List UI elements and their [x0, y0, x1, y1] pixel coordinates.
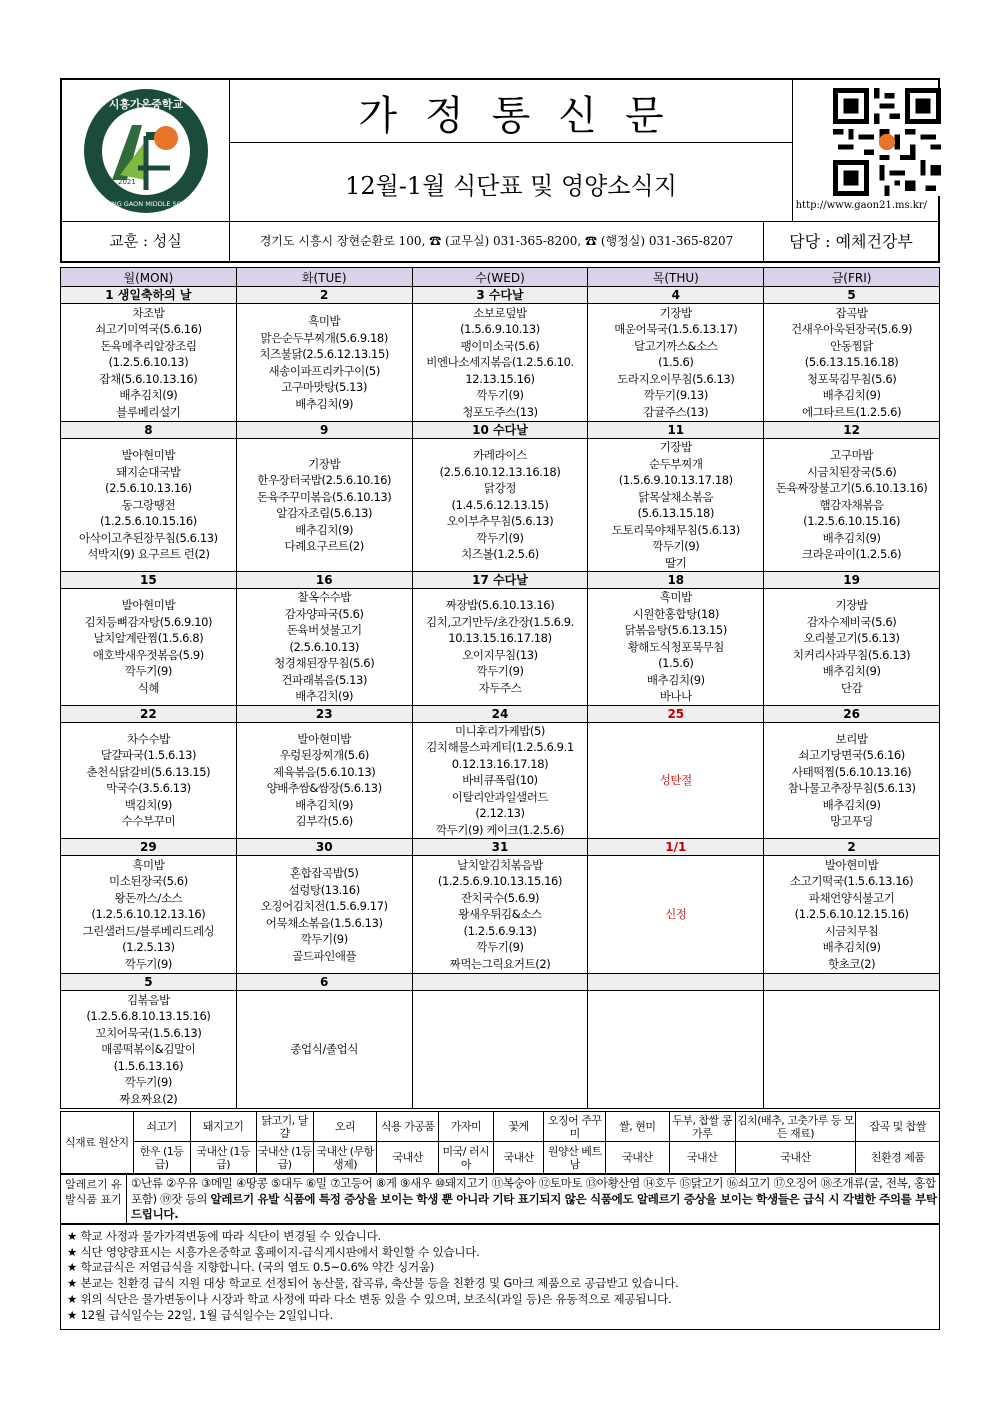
menu-item: (2.5.6.10.13) — [289, 639, 359, 654]
menu-item: 감귤주스(13) — [643, 404, 709, 419]
menu-item: 깍두기(9) 케이크(1.2.5.6) — [435, 822, 565, 837]
menu-item: 백김치(9) — [124, 797, 172, 812]
origin-item-name: 쇠고기 — [133, 1112, 190, 1142]
menu-cell — [236, 589, 412, 706]
menu-item: 배추김치(9) — [295, 522, 354, 537]
menu-item: 청포도주스(13) — [462, 404, 538, 419]
menu-cell — [61, 856, 237, 974]
menu-item: 김볶음밥 — [126, 992, 170, 1007]
origin-item-value: 원양산 베트남 — [544, 1142, 606, 1174]
date-cell: 22 — [61, 705, 237, 722]
school-logo — [62, 80, 230, 222]
date-cell — [764, 974, 940, 991]
menu-item: (1.2.5.6.8.10.13.15.16) — [86, 1009, 211, 1024]
menu-cell — [61, 722, 237, 839]
menu-item: 시원한홍합탕(18) — [632, 606, 719, 621]
menu-item: 크라운파이(1.2.5.6) — [802, 547, 902, 562]
svg-text:2021: 2021 — [118, 178, 136, 186]
menu-item: 어묵채소볶음(1.5.6.13) — [265, 915, 383, 930]
date-row — [61, 572, 940, 589]
menu-item: 우렁된장찌개(5.6) — [279, 748, 369, 763]
menu-item: 한우장터국밥(2.5.6.10.16) — [257, 473, 392, 487]
weekday-header: 수(WED) — [412, 268, 588, 287]
menu-item: (5.6.13.15.18) — [637, 506, 715, 520]
origin-table — [60, 1111, 940, 1174]
menu-item: 깍두기(9) — [476, 664, 524, 679]
menu-item: 미소된장국(5.6) — [108, 874, 188, 889]
menu-item: 청경채된장무침(5.6) — [274, 656, 375, 670]
page-subtitle: 12월-1월 식단표 및 영양소식지 — [345, 172, 677, 200]
date-cell: 2 — [236, 287, 412, 304]
origin-item-name: 쌀, 현미 — [605, 1112, 669, 1142]
menu-item: 치즈불닭(2.5.6.12.13.15) — [259, 347, 389, 361]
date-cell: 5 — [61, 974, 237, 991]
origin-item-name: 잡곡 및 찹쌀 — [856, 1112, 940, 1142]
date-cell: 23 — [236, 705, 412, 722]
menu-cell — [236, 439, 412, 572]
allergy-box — [60, 1174, 940, 1224]
menu-cell — [764, 439, 940, 572]
menu-item: 김부각(5.6) — [295, 814, 353, 829]
origin-item-name: 식용 가공품 — [377, 1112, 439, 1142]
menu-item: (1.2.5.6.10.15.16) — [99, 514, 197, 529]
weekday-header-row — [61, 268, 940, 287]
date-cell: 15 — [61, 572, 237, 589]
menu-cell — [236, 722, 412, 839]
menu-cell — [764, 856, 940, 974]
menu-item: 닭강정 — [483, 481, 517, 496]
date-row — [61, 287, 940, 304]
menu-item: (1.5.6.9.10.13.17.18) — [618, 473, 733, 487]
menu-row — [61, 304, 940, 422]
origin-item-value: 국내산 (무항생제) — [313, 1142, 377, 1174]
allergy-list: ①난류 ②우유 ③메밀 ④땅콩 ⑤대두 ⑥밀 ⑦고등어 ⑧게 ⑨새우 ⑩돼지고기 ⑪복숭아 ⑫토마토 ⑬아황산염 ⑭호두 ⑮닭고기 ⑯쇠고기 ⑰오징어 ⑱조개류(굴, 전복, 홍합 포함) ⑲잣 등의 — [131, 1176, 936, 1206]
menu-item: 도라지오이무침(5.6.13) — [617, 371, 735, 386]
menu-item: 발아현미밥 — [121, 598, 176, 613]
date-row — [61, 422, 940, 439]
menu-item: 돈육주꾸미볶음(5.6.10.13) — [256, 489, 392, 504]
menu-item: 막국수(3.5.6.13) — [106, 781, 191, 796]
menu-item: 안동찜닭 — [830, 338, 874, 353]
menu-item: 설렁탕(13.16) — [288, 882, 360, 897]
menu-item: 참나물고추장무침(5.6.13) — [787, 781, 916, 796]
menu-item: 고구마밥 — [830, 448, 874, 463]
page-title: 가정통신문 — [358, 93, 692, 139]
menu-item: 왕돈까스/소스 — [114, 890, 183, 905]
weekday-header: 월(MON) — [61, 268, 237, 287]
origin-item-name: 닭고기, 달걀 — [256, 1112, 313, 1142]
menu-item: 김치해물스파게티(1.2.5.6.9.1 — [426, 740, 574, 754]
menu-item: 건새우아욱된장국(5.6.9) — [791, 322, 913, 337]
origin-item-name: 김치(배추, 고춧가루 등 모든 재료) — [736, 1113, 854, 1140]
menu-item: 깍두기(9.13) — [643, 388, 708, 403]
menu-item: (1.5.6) — [658, 656, 694, 670]
date-cell: 25 — [588, 705, 764, 722]
menu-item: 골드파인애플 — [292, 948, 357, 963]
menu-item: (2.5.6.10.12.13.16.18) — [439, 464, 561, 479]
menu-cell — [412, 856, 588, 974]
menu-item: 고구마맛탕(5.13) — [281, 380, 368, 394]
menu-item: 배추김치(9) — [119, 388, 178, 403]
date-row — [61, 839, 940, 856]
menu-cell — [412, 439, 588, 572]
menu-cell — [61, 439, 237, 572]
menu-item: 배추김치(9) — [822, 530, 881, 545]
origin-item-name: 오징어 주꾸미 — [544, 1112, 606, 1142]
menu-item: 배추김치(9) — [646, 672, 705, 687]
weekday-header: 금(FRI) — [764, 268, 940, 287]
menu-item: (1.2.5.6.10.13) — [108, 355, 189, 370]
menu-item: 오징어김치전(1.5.6.9.17) — [260, 899, 388, 913]
menu-item: 돈육버섯불고기 — [286, 623, 362, 637]
menu-item: 새송이파프리카구이(5) — [268, 363, 380, 378]
menu-item: 깍두기(9) — [124, 664, 172, 679]
menu-item: 오이부추무침(5.6.13) — [446, 514, 554, 529]
menu-table — [60, 267, 940, 1109]
weekday-header: 목(THU) — [588, 268, 764, 287]
menu-row — [61, 589, 940, 706]
menu-cell — [764, 304, 940, 422]
date-cell: 12 — [764, 422, 940, 439]
origin-item-value: 국내산 — [493, 1142, 544, 1174]
menu-cell — [412, 304, 588, 422]
date-cell: 1 생일축하의 날 — [61, 287, 237, 304]
svg-text:SIHEUNG GAON MIDDLE SCHOOL: SIHEUNG GAON MIDDLE SCHOOL — [92, 200, 200, 208]
menu-row — [61, 722, 940, 839]
date-cell — [412, 974, 588, 991]
menu-item: 흑미밥 — [659, 590, 692, 604]
menu-item: 날치알김치볶음밥 — [457, 857, 543, 872]
note-item: ★ 위의 식단은 물가변동이나 시장과 학교 사정에 따라 다소 변동 있을 수 있으며, 보조식(과일 등)은 유동적으로 제공됩니다. — [67, 1291, 672, 1306]
menu-item: 아삭이고추된장무침(5.6.13) — [79, 530, 218, 545]
note-item: ★ 12월 급식일수는 22일, 1월 급식일수는 2일입니다. — [67, 1307, 333, 1322]
menu-item: 양배추쌈&쌈장(5.6.13) — [266, 781, 382, 796]
menu-item: 그린샐러드/블루베리드레싱 — [82, 923, 215, 938]
origin-item-value: 국내산 — [605, 1142, 669, 1174]
origin-item-value: 한우 (1등급) — [133, 1142, 190, 1174]
menu-item: 맑은순두부찌개(5.6.9.18) — [260, 330, 388, 345]
menu-item: 수수부꾸미 — [121, 814, 176, 829]
menu-item: 달걀파국(1.5.6.13) — [100, 748, 197, 763]
origin-label: 식재료 원산지 — [61, 1112, 134, 1174]
menu-cell — [764, 589, 940, 706]
menu-item: 닭볶음탕(5.6.13.15) — [624, 623, 727, 637]
menu-item: 흑미밥 — [132, 857, 165, 872]
menu-item: 식혜 — [137, 680, 160, 695]
date-cell: 19 — [764, 572, 940, 589]
menu-cell — [588, 722, 764, 839]
origin-item-value: 친환경 제품 — [856, 1142, 940, 1174]
menu-cell — [588, 856, 764, 974]
origin-item-name: 오리 — [313, 1112, 377, 1142]
menu-item: 카레라이스 — [473, 448, 527, 463]
date-cell: 18 — [588, 572, 764, 589]
menu-item: 흑미밥 — [308, 314, 341, 328]
menu-item: 단감 — [840, 680, 863, 695]
menu-item: 김치,고기만두/초간장(1.5.6.9. — [426, 614, 574, 629]
date-cell: 2 — [764, 839, 940, 856]
menu-item: (1.2.5.6.10.12.15.16) — [794, 907, 909, 922]
date-cell: 5 — [764, 287, 940, 304]
date-cell: 4 — [588, 287, 764, 304]
menu-item: 신정 — [665, 907, 687, 922]
date-cell — [588, 974, 764, 991]
menu-row — [61, 991, 940, 1109]
note-item: ★ 학교급식은 저염급식을 지향합니다. (국의 염도 0.5~0.6% 약간 싱거움) — [67, 1260, 435, 1275]
menu-item: 사태떡찜(5.6.10.13.16) — [791, 764, 912, 779]
svg-text:시흥가온중학교: 시흥가온중학교 — [108, 98, 184, 111]
menu-item: 종업식/졸업식 — [290, 1042, 359, 1057]
date-cell: 10 수다날 — [412, 422, 588, 439]
menu-item: 감자양파국(5.6) — [284, 606, 364, 621]
menu-item: 김치등뼈감자탕(5.6.9.10) — [84, 614, 213, 629]
menu-item: 치커리사과무침(5.6.13) — [792, 647, 911, 662]
menu-item: 짜장밥(5.6.10.13.16) — [445, 598, 555, 613]
menu-item: 황해도식청포묵무침 — [627, 639, 724, 654]
menu-item: 팽이미소국(5.6) — [460, 338, 540, 353]
origin-item-value: 국내산 (1등급) — [256, 1142, 313, 1174]
menu-item: (1.4.5.6.12.13.15) — [451, 497, 549, 512]
menu-item: 잡곡밥 — [835, 305, 868, 320]
menu-item: 기장밥 — [835, 598, 868, 613]
menu-item: (1.2.5.6.10.15.16) — [803, 514, 901, 529]
menu-item: 차수수밥 — [126, 731, 170, 746]
menu-item: 소고기떡국(1.5.6.13.16) — [790, 874, 914, 889]
menu-item: 춘천식닭갈비(5.6.13.15) — [86, 764, 211, 779]
date-cell: 31 — [412, 839, 588, 856]
menu-item: (1.2.5.6.10.12.13.16) — [91, 907, 206, 922]
menu-item: (1.5.6.13.16) — [113, 1058, 184, 1073]
menu-item: 제육볶음(5.6.10.13) — [273, 764, 376, 779]
menu-item: 동그랑땡전 — [121, 497, 176, 512]
origin-item-value: 국내산 — [669, 1142, 735, 1174]
menu-item: 쇠고기미역국(5.6.16) — [95, 322, 202, 337]
menu-item: 청포묵김무침(5.6) — [806, 371, 897, 386]
menu-item: 보리밥 — [835, 731, 868, 746]
menu-item: 돈육짜장불고기(5.6.10.13.16) — [775, 481, 928, 496]
menu-item: 핫초코(2) — [827, 956, 876, 971]
menu-item: 차조밥 — [132, 305, 165, 320]
menu-cell — [61, 589, 237, 706]
allergy-text — [131, 1176, 937, 1223]
menu-item: 깍두기(9) — [476, 388, 524, 403]
date-row — [61, 705, 940, 722]
menu-item: 잡채(5.6.10.13.16) — [99, 371, 198, 386]
origin-item-name: 꽃게 — [493, 1112, 544, 1142]
menu-item: 깍두기(9) — [476, 530, 524, 545]
weekday-header: 화(TUE) — [236, 268, 412, 287]
menu-cell — [412, 722, 588, 839]
menu-cell — [588, 991, 764, 1109]
menu-cell — [61, 304, 237, 422]
menu-item: 에그타르트(1.2.5.6) — [802, 404, 902, 419]
menu-item: 혼합잡곡밥(5) — [289, 866, 359, 880]
menu-cell — [412, 991, 588, 1109]
menu-item: 소보로덮밥 — [473, 305, 527, 320]
date-cell: 30 — [236, 839, 412, 856]
date-cell: 6 — [236, 974, 412, 991]
date-cell: 24 — [412, 705, 588, 722]
menu-item: 석박지(9) 요구르트 런(2) — [87, 547, 210, 562]
menu-item: 닭목살채소볶음 — [638, 489, 714, 504]
menu-item: 바비큐폭립(10) — [462, 773, 538, 787]
menu-cell — [764, 722, 940, 839]
date-cell: 26 — [764, 705, 940, 722]
school-address: 경기도 시흥시 장현순환로 100, ☎ (교무실) 031-365-8200, ☎ (행정실) 031-365-8207 — [230, 222, 764, 261]
menu-item: 오이지무침(13) — [462, 647, 538, 662]
menu-item: 기장밥 — [659, 305, 692, 320]
menu-item: 배추김치(9) — [822, 797, 881, 812]
menu-item: 깍두기(9) — [652, 539, 700, 553]
staff-department: 담당 : 예체건강부 — [789, 232, 913, 251]
menu-item: 배추김치(9) — [822, 940, 881, 955]
date-cell: 17 수다날 — [412, 572, 588, 589]
date-cell: 29 — [61, 839, 237, 856]
origin-item-name: 돼지고기 — [190, 1112, 256, 1142]
menu-cell — [412, 589, 588, 706]
menu-item: 깍두기(9) — [476, 940, 524, 955]
menu-item: (1.2.5.6.9.13) — [463, 923, 537, 938]
menu-item: 도토리묵야채무침(5.6.13) — [611, 522, 740, 537]
allergy-warning: 알레르기 유발 식품에 특정 증상을 보이는 학생 뿐 아니라 기타 표기되지 않은 식품에도 알레르기 증상을 보이는 학생들은 급식 시 각별한 주의를 부탁드립니다. — [131, 1191, 937, 1221]
menu-item: 쇠고기당면국(5.6.16) — [798, 748, 905, 763]
menu-item: 자두주스 — [478, 680, 522, 695]
menu-item: (5.6.13.15.16.18) — [804, 355, 899, 370]
menu-item: 발아현미밥 — [121, 448, 176, 463]
menu-item: (1.2.5.13) — [122, 940, 175, 955]
note-item: ★ 식단 영양량표시는 시흥가온중학교 홈페이지-급식게시판에서 확인할 수 있습니다. — [67, 1244, 480, 1259]
menu-item: 매운어묵국(1.5.6.13.17) — [614, 322, 738, 337]
origin-item-value: 국내산 (1등급) — [190, 1142, 256, 1174]
menu-item: 배추김치(9) — [822, 388, 881, 403]
menu-item: 블루베리설기 — [116, 404, 181, 419]
menu-item: 깍두기(9) — [124, 1075, 172, 1090]
menu-cell — [236, 856, 412, 974]
newsletter-header — [60, 78, 940, 263]
menu-item: (2.12.13) — [475, 806, 525, 820]
origin-item-value: 미국/ 러시아 — [438, 1142, 493, 1174]
menu-item: 12.13.15.16) — [465, 371, 535, 386]
menu-item: 돼지순대국밥 — [116, 464, 181, 479]
menu-item: 이탈리안과일샐러드 — [451, 789, 549, 804]
menu-item: 찰옥수수밥 — [297, 590, 351, 604]
menu-item: 다례요구르트(2) — [284, 539, 364, 553]
date-cell: 11 — [588, 422, 764, 439]
menu-item: 미니후리가케밥(5) — [454, 723, 546, 738]
notes-box — [60, 1224, 940, 1330]
menu-cell — [588, 439, 764, 572]
menu-item: 배추김치(9) — [822, 664, 881, 679]
menu-item: 10.13.15.16.17.18) — [448, 631, 552, 646]
menu-item: (1.5.6.9.10.13) — [460, 322, 540, 337]
menu-item: 짜요짜요(2) — [119, 1091, 178, 1106]
menu-item: 기장밥 — [659, 440, 692, 454]
date-cell: 16 — [236, 572, 412, 589]
menu-cell — [764, 991, 940, 1109]
menu-item: 오리불고기(5.6.13) — [803, 631, 900, 646]
menu-item: 돈육메추리알장조림 — [100, 338, 197, 353]
origin-item-value: 국내산 — [377, 1142, 439, 1174]
menu-item: 파채언양식불고기 — [808, 890, 895, 905]
menu-item: 망고푸딩 — [830, 814, 874, 829]
school-url[interactable]: http://www.gaon21.ms.kr/ — [795, 200, 927, 211]
origin-item-value: 국내산 — [735, 1142, 856, 1174]
menu-item: (1.2.5.6.9.10.13.15.16) — [437, 874, 563, 889]
menu-cell — [236, 304, 412, 422]
menu-item: 날치알계란찜(1.5.6.8) — [93, 631, 204, 646]
menu-item: 0.12.13.16.17.18) — [451, 756, 549, 771]
menu-cell — [588, 304, 764, 422]
note-item: ★ 학교 사정과 물가가격변동에 따라 식단이 변경될 수 있습니다. — [67, 1229, 381, 1243]
date-cell: 8 — [61, 422, 237, 439]
qr-code-icon[interactable] — [833, 88, 941, 196]
origin-item-name: 가자미 — [438, 1112, 493, 1142]
menu-cell — [588, 589, 764, 706]
origin-item-name: 두부, 찹쌀 콩가루 — [669, 1112, 735, 1142]
menu-row — [61, 856, 940, 974]
menu-item: 깍두기(9) — [124, 956, 172, 971]
menu-item: 순두부찌개 — [649, 456, 703, 471]
menu-item: 달고기까스&소스 — [634, 338, 718, 353]
menu-item: 시금치된장국(5.6) — [806, 464, 897, 479]
menu-item: 배추김치(9) — [295, 689, 354, 703]
menu-item: 딸기 — [665, 555, 687, 570]
menu-item: 성탄절 — [659, 773, 692, 787]
menu-item: 잔치국수(5.6.9) — [460, 890, 540, 905]
menu-item: 배추김치(9) — [295, 797, 354, 812]
menu-item: 발아현미밥 — [824, 857, 879, 872]
menu-item: 짜먹는그릭요거트(2) — [449, 956, 551, 971]
menu-item: (1.5.6) — [658, 355, 694, 370]
menu-item: 알감자조림(5.6.13) — [276, 506, 373, 520]
menu-item: 비엔나소세지볶음(1.2.5.6.10. — [426, 355, 574, 370]
menu-item: 매콤떡볶이&김말이 — [101, 1042, 196, 1057]
menu-cell — [236, 991, 412, 1109]
menu-item: (2.5.6.10.13.16) — [105, 481, 192, 496]
menu-item: 애호박새우젓볶음(5.9) — [92, 647, 204, 662]
menu-row — [61, 439, 940, 572]
menu-item: 바나나 — [659, 689, 692, 703]
date-cell: 3 수다날 — [412, 287, 588, 304]
menu-item: 기장밥 — [308, 456, 341, 471]
school-motto: 교훈 : 성실 — [62, 222, 230, 261]
menu-item: 시금치무침 — [824, 923, 879, 938]
date-row — [61, 974, 940, 991]
menu-cell — [61, 991, 237, 1109]
menu-item: 배추김치(9) — [295, 396, 354, 411]
note-item: ★ 본교는 친환경 급식 지원 대상 학교로 선정되어 농산물, 잡곡류, 축산물 등을 친환경 및 G마크 제품으로 공급받고 있습니다. — [67, 1276, 679, 1291]
menu-item: 치즈볼(1.2.5.6) — [461, 547, 539, 562]
menu-item: 깍두기(9) — [300, 932, 348, 946]
date-cell: 9 — [236, 422, 412, 439]
date-cell: 1/1 — [588, 839, 764, 856]
menu-item: 왕새우튀김&소스 — [458, 907, 542, 922]
menu-item: 건파래볶음(5.13) — [281, 672, 368, 687]
allergy-label: 알레르기 유발식품 표기 — [61, 1175, 127, 1223]
menu-item: 햄감자채볶음 — [819, 497, 884, 512]
menu-item: 감자수제비국(5.6) — [806, 614, 897, 629]
menu-item: 발아현미밥 — [297, 731, 351, 746]
menu-item: 꼬치어묵국(1.5.6.13) — [95, 1025, 202, 1040]
